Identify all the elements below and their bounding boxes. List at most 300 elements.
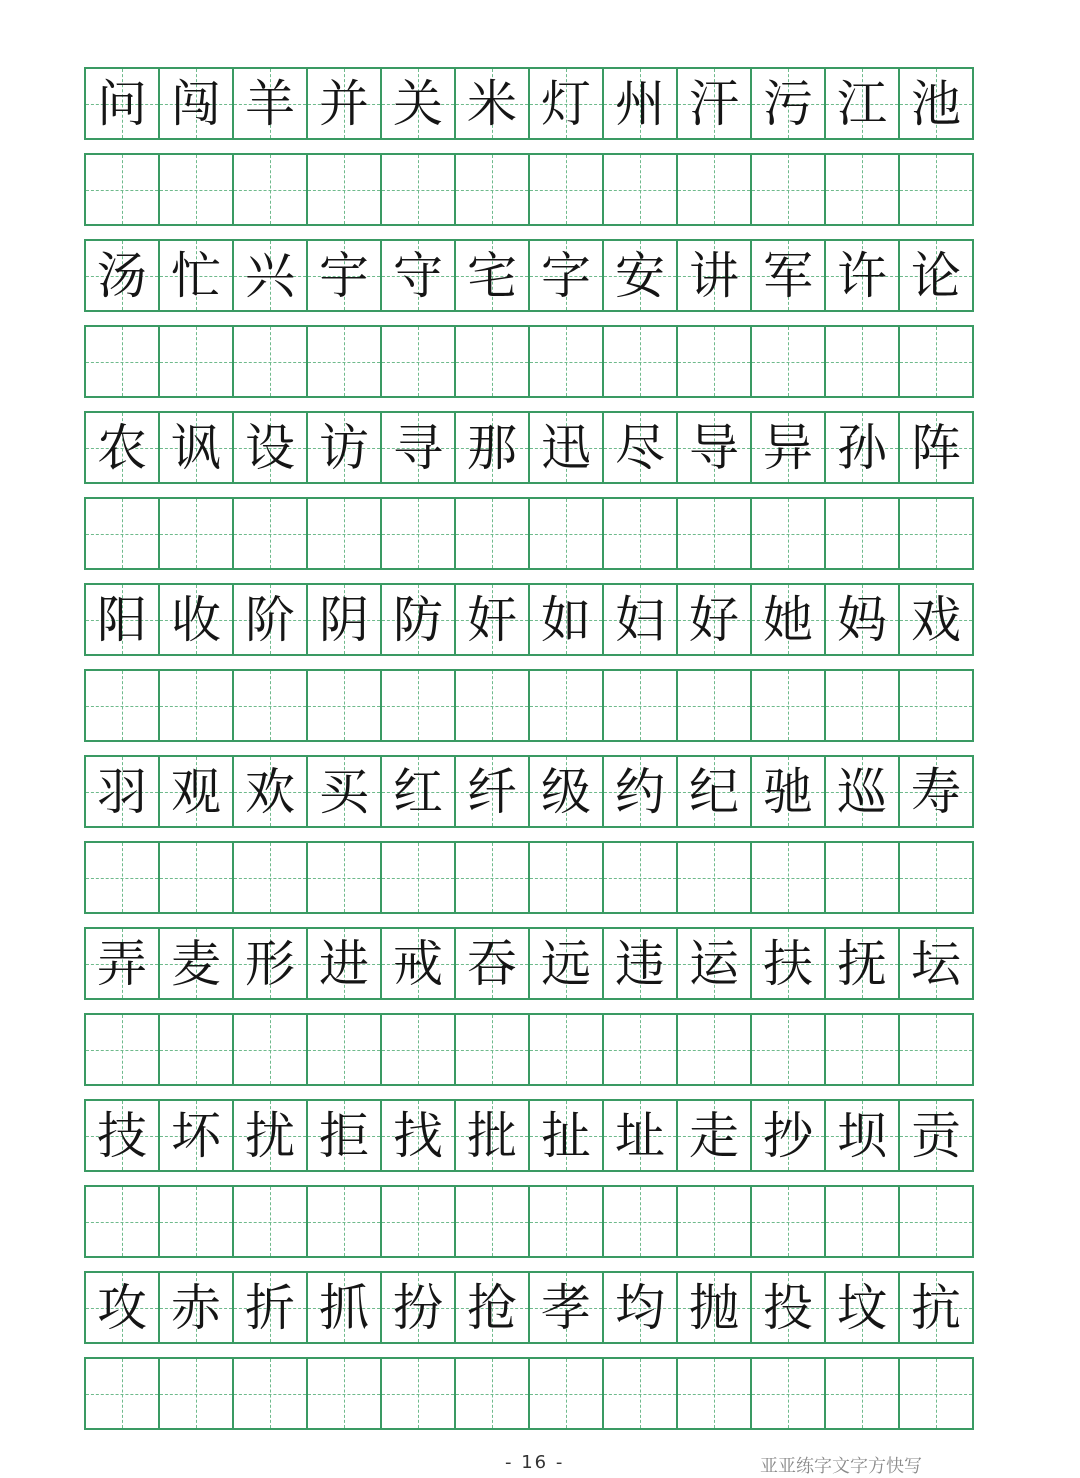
blank-practice-cell — [602, 1185, 678, 1258]
model-character-cell — [306, 239, 382, 312]
model-character: 找 — [393, 1106, 443, 1165]
model-character: 抢 — [467, 1278, 517, 1337]
character-row — [84, 583, 996, 656]
blank-practice-cell — [676, 153, 752, 226]
blank-practice-cell — [454, 841, 530, 914]
character-row — [84, 927, 996, 1000]
model-character: 坝 — [837, 1106, 887, 1165]
model-character: 红 — [393, 762, 443, 821]
model-character: 安 — [615, 246, 665, 305]
model-character-cell — [306, 411, 382, 484]
model-character-cell — [306, 1099, 382, 1172]
model-character-cell — [454, 1099, 530, 1172]
model-character-cell — [232, 583, 308, 656]
model-character-cell — [306, 1271, 382, 1344]
model-character-cell — [602, 1099, 678, 1172]
model-character: 弄 — [97, 934, 147, 993]
model-character: 江 — [837, 74, 887, 133]
blank-practice-cell — [898, 1185, 974, 1258]
blank-practice-cell — [528, 153, 604, 226]
model-character-cell — [676, 755, 752, 828]
model-character-cell — [898, 755, 974, 828]
blank-practice-cell — [306, 153, 382, 226]
model-character: 拒 — [319, 1106, 369, 1165]
blank-practice-cell — [306, 497, 382, 570]
model-character: 好 — [689, 590, 739, 649]
model-character: 批 — [467, 1106, 517, 1165]
character-row — [84, 239, 996, 312]
model-character-cell — [454, 67, 530, 140]
model-character: 远 — [541, 934, 591, 993]
model-character: 抄 — [763, 1106, 813, 1165]
blank-practice-cell — [158, 669, 234, 742]
model-character-cell — [602, 755, 678, 828]
blank-practice-row — [84, 1357, 996, 1430]
blank-practice-cell — [676, 1013, 752, 1086]
model-character-cell — [454, 927, 530, 1000]
blank-practice-cell — [84, 669, 160, 742]
blank-practice-cell — [750, 1185, 826, 1258]
model-character: 忙 — [171, 246, 221, 305]
model-character: 抛 — [689, 1278, 739, 1337]
blank-practice-cell — [898, 669, 974, 742]
model-character-cell — [824, 927, 900, 1000]
model-character-cell — [306, 755, 382, 828]
character-row — [84, 755, 996, 828]
model-character-cell — [676, 1271, 752, 1344]
blank-practice-cell — [306, 325, 382, 398]
model-character-cell — [454, 239, 530, 312]
blank-practice-cell — [824, 1013, 900, 1086]
model-character-cell — [602, 239, 678, 312]
character-row — [84, 1271, 996, 1344]
model-character-cell — [454, 411, 530, 484]
model-character: 折 — [245, 1278, 295, 1337]
blank-practice-cell — [528, 1185, 604, 1258]
model-character: 坛 — [911, 934, 961, 993]
model-character-cell — [306, 583, 382, 656]
model-character: 米 — [467, 74, 517, 133]
model-character: 设 — [245, 418, 295, 477]
model-character: 坟 — [837, 1278, 887, 1337]
model-character: 抚 — [837, 934, 887, 993]
model-character: 扯 — [541, 1106, 591, 1165]
model-character: 违 — [615, 934, 665, 993]
character-row — [84, 67, 996, 140]
model-character: 农 — [97, 418, 147, 477]
blank-practice-cell — [232, 325, 308, 398]
blank-practice-cell — [898, 497, 974, 570]
model-character: 灯 — [541, 74, 591, 133]
model-character-cell — [750, 1271, 826, 1344]
model-character-cell — [676, 239, 752, 312]
blank-practice-cell — [824, 153, 900, 226]
model-character-cell — [750, 1099, 826, 1172]
model-character: 约 — [615, 762, 665, 821]
blank-practice-cell — [380, 841, 456, 914]
blank-practice-cell — [306, 841, 382, 914]
model-character-cell — [602, 927, 678, 1000]
model-character-cell — [380, 583, 456, 656]
model-character-cell — [824, 239, 900, 312]
model-character: 宅 — [467, 246, 517, 305]
model-character-cell — [602, 583, 678, 656]
model-character-cell — [824, 411, 900, 484]
blank-practice-cell — [158, 1013, 234, 1086]
blank-practice-cell — [824, 669, 900, 742]
blank-practice-cell — [454, 669, 530, 742]
blank-practice-cell — [602, 325, 678, 398]
model-character: 池 — [911, 74, 961, 133]
blank-practice-cell — [380, 1357, 456, 1430]
model-character: 妈 — [837, 590, 887, 649]
blank-practice-cell — [454, 153, 530, 226]
model-character-cell — [750, 411, 826, 484]
model-character: 吞 — [467, 934, 517, 993]
blank-practice-cell — [454, 497, 530, 570]
model-character: 阶 — [245, 590, 295, 649]
model-character-cell — [454, 583, 530, 656]
model-character-cell — [380, 1271, 456, 1344]
blank-practice-row — [84, 497, 996, 570]
model-character: 许 — [837, 246, 887, 305]
blank-practice-cell — [602, 497, 678, 570]
blank-practice-cell — [306, 669, 382, 742]
blank-practice-cell — [232, 497, 308, 570]
model-character: 均 — [615, 1278, 665, 1337]
model-character-cell — [84, 1271, 160, 1344]
model-character-cell — [528, 67, 604, 140]
model-character-cell — [602, 1271, 678, 1344]
model-character: 并 — [319, 74, 369, 133]
model-character: 汗 — [689, 74, 739, 133]
model-character-cell — [898, 1099, 974, 1172]
blank-practice-cell — [824, 1185, 900, 1258]
model-character-cell — [158, 411, 234, 484]
blank-practice-cell — [232, 153, 308, 226]
blank-practice-cell — [750, 497, 826, 570]
model-character-cell — [898, 411, 974, 484]
blank-practice-cell — [602, 841, 678, 914]
blank-practice-cell — [676, 1357, 752, 1430]
blank-practice-cell — [380, 325, 456, 398]
blank-practice-cell — [750, 325, 826, 398]
blank-practice-cell — [750, 1013, 826, 1086]
blank-practice-cell — [380, 1185, 456, 1258]
blank-practice-cell — [898, 1013, 974, 1086]
model-character-cell — [750, 927, 826, 1000]
model-character: 兴 — [245, 246, 295, 305]
blank-practice-cell — [750, 153, 826, 226]
model-character-cell — [84, 755, 160, 828]
blank-practice-row — [84, 325, 996, 398]
blank-practice-cell — [84, 325, 160, 398]
blank-practice-cell — [528, 841, 604, 914]
blank-practice-cell — [898, 841, 974, 914]
model-character: 阳 — [97, 590, 147, 649]
model-character-cell — [528, 239, 604, 312]
model-character-cell — [898, 67, 974, 140]
blank-practice-row — [84, 153, 996, 226]
model-character: 异 — [763, 418, 813, 477]
model-character-cell — [676, 583, 752, 656]
model-character: 寻 — [393, 418, 443, 477]
model-character-cell — [306, 67, 382, 140]
blank-practice-cell — [528, 1357, 604, 1430]
model-character-cell — [676, 411, 752, 484]
model-character: 闯 — [171, 74, 221, 133]
model-character-cell — [750, 239, 826, 312]
practice-grid — [84, 67, 996, 1443]
model-character: 址 — [615, 1106, 665, 1165]
model-character-cell — [158, 927, 234, 1000]
model-character: 坏 — [171, 1106, 221, 1165]
blank-practice-cell — [898, 1357, 974, 1430]
blank-practice-cell — [306, 1357, 382, 1430]
model-character: 关 — [393, 74, 443, 133]
blank-practice-cell — [232, 1357, 308, 1430]
blank-practice-cell — [602, 669, 678, 742]
model-character-cell — [232, 411, 308, 484]
model-character: 尽 — [615, 418, 665, 477]
model-character: 戏 — [911, 590, 961, 649]
model-character-cell — [232, 239, 308, 312]
blank-practice-row — [84, 669, 996, 742]
model-character-cell — [158, 1099, 234, 1172]
model-character: 扰 — [245, 1106, 295, 1165]
model-character: 进 — [319, 934, 369, 993]
model-character-cell — [380, 927, 456, 1000]
model-character-cell — [454, 755, 530, 828]
model-character: 问 — [97, 74, 147, 133]
model-character-cell — [676, 1099, 752, 1172]
model-character-cell — [232, 1271, 308, 1344]
blank-practice-cell — [306, 1185, 382, 1258]
model-character-cell — [454, 1271, 530, 1344]
model-character: 汤 — [97, 246, 147, 305]
model-character-cell — [158, 583, 234, 656]
blank-practice-row — [84, 1185, 996, 1258]
blank-practice-cell — [824, 497, 900, 570]
model-character: 守 — [393, 246, 443, 305]
model-character: 赤 — [171, 1278, 221, 1337]
model-character: 讲 — [689, 246, 739, 305]
model-character: 孙 — [837, 418, 887, 477]
model-character-cell — [750, 755, 826, 828]
model-character-cell — [824, 755, 900, 828]
model-character-cell — [676, 67, 752, 140]
model-character: 技 — [97, 1106, 147, 1165]
model-character-cell — [158, 755, 234, 828]
model-character-cell — [602, 67, 678, 140]
blank-practice-cell — [602, 153, 678, 226]
page-number: - 16 - — [505, 1452, 565, 1473]
model-character: 扶 — [763, 934, 813, 993]
model-character-cell — [84, 411, 160, 484]
model-character-cell — [232, 755, 308, 828]
model-character: 孝 — [541, 1278, 591, 1337]
model-character: 迅 — [541, 418, 591, 477]
blank-practice-cell — [232, 669, 308, 742]
blank-practice-row — [84, 841, 996, 914]
model-character-cell — [528, 583, 604, 656]
model-character: 驰 — [763, 762, 813, 821]
blank-practice-cell — [824, 325, 900, 398]
model-character: 扮 — [393, 1278, 443, 1337]
model-character: 麦 — [171, 934, 221, 993]
model-character-cell — [158, 1271, 234, 1344]
model-character: 收 — [171, 590, 221, 649]
model-character-cell — [898, 583, 974, 656]
blank-practice-cell — [84, 1357, 160, 1430]
model-character-cell — [84, 239, 160, 312]
model-character-cell — [750, 583, 826, 656]
model-character: 观 — [171, 762, 221, 821]
blank-practice-cell — [158, 1357, 234, 1430]
model-character: 宇 — [319, 246, 369, 305]
blank-practice-cell — [158, 841, 234, 914]
model-character-cell — [898, 927, 974, 1000]
model-character-cell — [528, 1271, 604, 1344]
model-character: 污 — [763, 74, 813, 133]
model-character-cell — [232, 67, 308, 140]
blank-practice-cell — [676, 841, 752, 914]
model-character: 阴 — [319, 590, 369, 649]
blank-practice-cell — [306, 1013, 382, 1086]
model-character: 走 — [689, 1106, 739, 1165]
model-character: 欢 — [245, 762, 295, 821]
watermark-text: 亚亚练字文字方快写 — [760, 1456, 922, 1477]
blank-practice-cell — [602, 1357, 678, 1430]
model-character-cell — [824, 1099, 900, 1172]
model-character: 奸 — [467, 590, 517, 649]
blank-practice-cell — [898, 325, 974, 398]
model-character: 巡 — [837, 762, 887, 821]
model-character: 攻 — [97, 1278, 147, 1337]
model-character: 羊 — [245, 74, 295, 133]
model-character: 她 — [763, 590, 813, 649]
blank-practice-cell — [84, 1185, 160, 1258]
model-character-cell — [824, 67, 900, 140]
model-character: 运 — [689, 934, 739, 993]
blank-practice-cell — [750, 669, 826, 742]
model-character: 级 — [541, 762, 591, 821]
model-character-cell — [676, 927, 752, 1000]
model-character: 如 — [541, 590, 591, 649]
blank-practice-cell — [84, 153, 160, 226]
model-character-cell — [528, 927, 604, 1000]
blank-practice-cell — [454, 325, 530, 398]
blank-practice-cell — [602, 1013, 678, 1086]
blank-practice-cell — [454, 1185, 530, 1258]
model-character: 妇 — [615, 590, 665, 649]
blank-practice-cell — [454, 1013, 530, 1086]
model-character-cell — [528, 755, 604, 828]
blank-practice-cell — [898, 153, 974, 226]
model-character-cell — [898, 1271, 974, 1344]
model-character: 形 — [245, 934, 295, 993]
blank-practice-cell — [824, 841, 900, 914]
model-character: 军 — [763, 246, 813, 305]
blank-practice-cell — [380, 669, 456, 742]
model-character: 那 — [467, 418, 517, 477]
model-character-cell — [380, 239, 456, 312]
character-row — [84, 411, 996, 484]
blank-practice-cell — [232, 841, 308, 914]
blank-practice-cell — [750, 1357, 826, 1430]
blank-practice-cell — [158, 1185, 234, 1258]
blank-practice-cell — [528, 669, 604, 742]
blank-practice-cell — [84, 497, 160, 570]
model-character-cell — [380, 755, 456, 828]
blank-practice-cell — [454, 1357, 530, 1430]
model-character-cell — [84, 583, 160, 656]
blank-practice-cell — [232, 1013, 308, 1086]
model-character-cell — [824, 1271, 900, 1344]
blank-practice-cell — [380, 1013, 456, 1086]
model-character: 寿 — [911, 762, 961, 821]
model-character: 投 — [763, 1278, 813, 1337]
model-character-cell — [380, 1099, 456, 1172]
blank-practice-cell — [158, 325, 234, 398]
model-character: 州 — [615, 74, 665, 133]
model-character-cell — [528, 1099, 604, 1172]
blank-practice-row — [84, 1013, 996, 1086]
blank-practice-cell — [84, 841, 160, 914]
blank-practice-cell — [380, 497, 456, 570]
model-character-cell — [824, 583, 900, 656]
model-character-cell — [898, 239, 974, 312]
model-character-cell — [84, 927, 160, 1000]
model-character-cell — [232, 1099, 308, 1172]
blank-practice-cell — [676, 1185, 752, 1258]
model-character: 抓 — [319, 1278, 369, 1337]
model-character-cell — [750, 67, 826, 140]
model-character-cell — [158, 239, 234, 312]
model-character: 论 — [911, 246, 961, 305]
model-character: 字 — [541, 246, 591, 305]
model-character: 讽 — [171, 418, 221, 477]
blank-practice-cell — [750, 841, 826, 914]
blank-practice-cell — [676, 497, 752, 570]
blank-practice-cell — [158, 153, 234, 226]
blank-practice-cell — [232, 1185, 308, 1258]
model-character: 买 — [319, 762, 369, 821]
blank-practice-cell — [380, 153, 456, 226]
blank-practice-cell — [676, 325, 752, 398]
model-character-cell — [528, 411, 604, 484]
model-character-cell — [306, 927, 382, 1000]
model-character: 防 — [393, 590, 443, 649]
model-character-cell — [380, 67, 456, 140]
model-character: 纤 — [467, 762, 517, 821]
model-character: 访 — [319, 418, 369, 477]
blank-practice-cell — [528, 1013, 604, 1086]
blank-practice-cell — [158, 497, 234, 570]
blank-practice-cell — [676, 669, 752, 742]
model-character: 纪 — [689, 762, 739, 821]
model-character-cell — [84, 1099, 160, 1172]
model-character: 贡 — [911, 1106, 961, 1165]
model-character: 导 — [689, 418, 739, 477]
model-character-cell — [84, 67, 160, 140]
model-character: 抗 — [911, 1278, 961, 1337]
blank-practice-cell — [528, 497, 604, 570]
model-character: 阵 — [911, 418, 961, 477]
model-character-cell — [158, 67, 234, 140]
model-character: 戒 — [393, 934, 443, 993]
model-character-cell — [232, 927, 308, 1000]
